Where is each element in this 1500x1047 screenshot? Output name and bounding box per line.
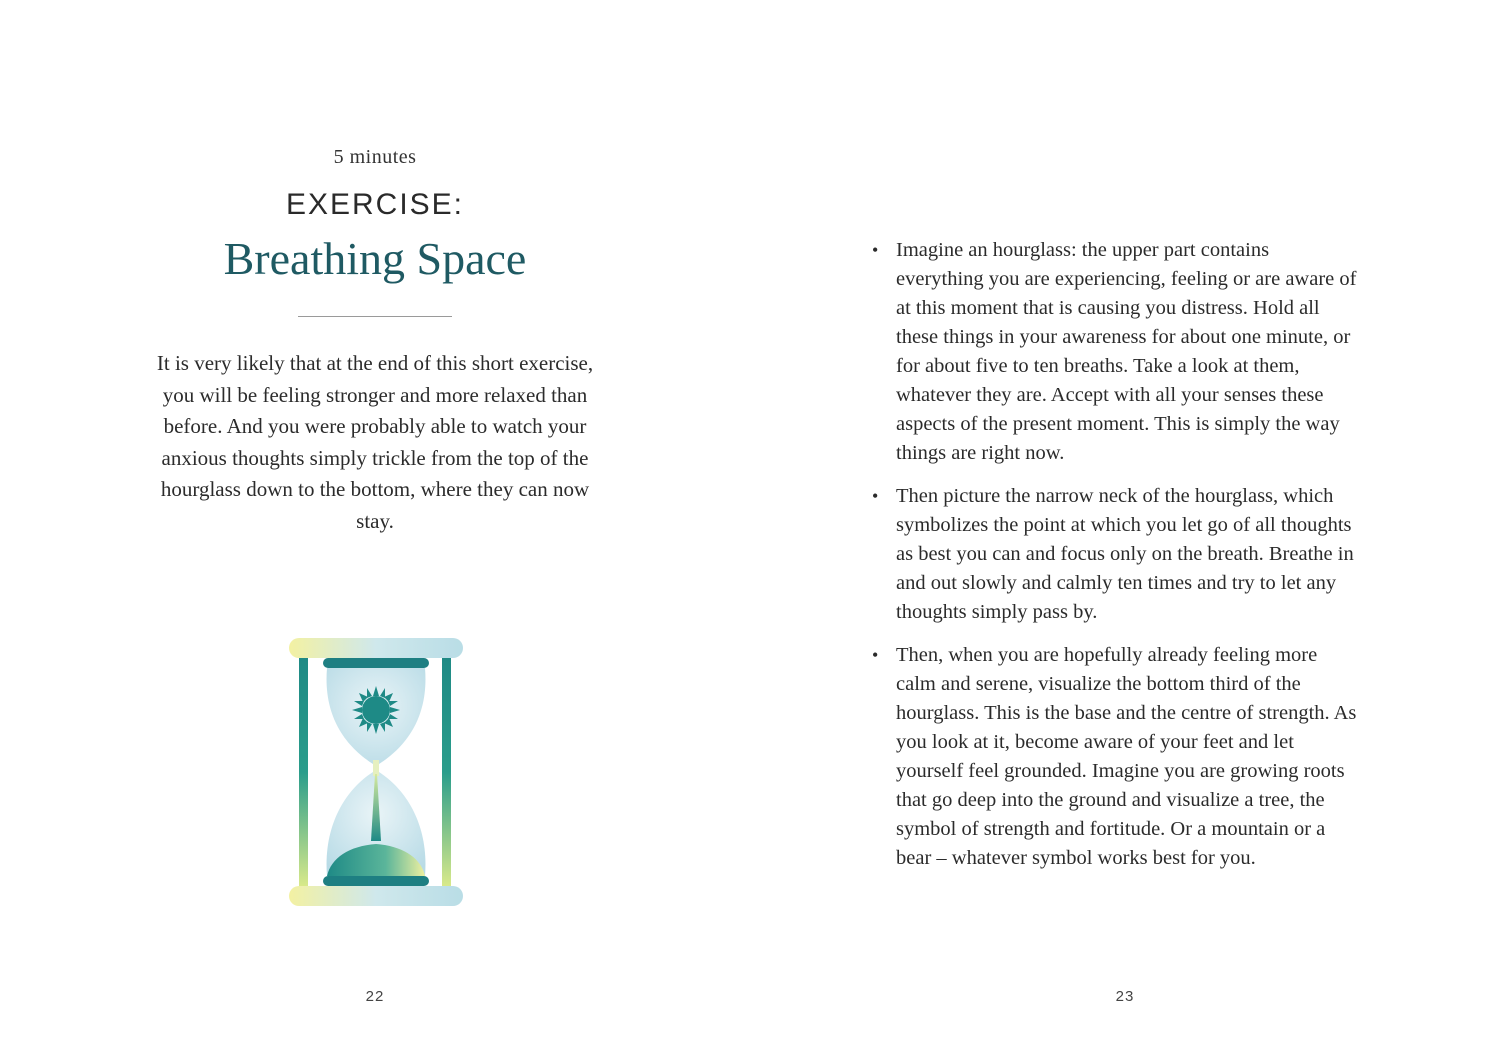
right-page: [750, 0, 1500, 1047]
bullet-icon: •: [872, 645, 879, 665]
bullet-icon: •: [872, 486, 879, 506]
page-title: Breathing Space: [223, 233, 527, 284]
list-item-text: Then, when you are hopefully already feeling more calm and serene, visualize the bottom third of the hourglass. This is the base and the centre of strength. As you look at it, become aware of your feet and let yourself feel grounded. Imagine you are growing roots that go deep into the ground and visualize a tree, the symbol of strength and fortitude. Or a mountain or a bear – whatever symbol works best for you.: [896, 644, 1357, 869]
intro-paragraph: It is very likely that at the end of this short exercise, you will be feeling stronger and more relaxed than before. And you were probably able to watch your anxious thoughts simply trickle from the top of the hourglass down to the bottom, where they can now stay.: [156, 351, 594, 533]
list-item-text: Imagine an hourglass: the upper part contains everything you are experiencing, feeling or are aware of at this moment that is causing you distress. Hold all these things in your awareness for about one minute, or for about five to ten breaths. Take a look at them, whatever they are. Accept with all your senses these aspects of the present moment. This is simply the way things are right now.: [896, 239, 1357, 464]
bullet-icon: •: [872, 240, 879, 260]
instruction-list: [868, 236, 1358, 887]
list-item: [868, 482, 1358, 627]
page-number-right: 23: [1115, 988, 1135, 1005]
title-divider: [298, 316, 452, 317]
hourglass-icon: [287, 636, 465, 908]
page-number-left: 22: [365, 988, 385, 1005]
list-item-text: Then picture the narrow neck of the hourglass, which symbolizes the point at which you let go of all thoughts as best you can and focus only on the breath. Breathe in and out slowly and calmly ten times and try to let any thoughts simply pass by.: [896, 485, 1354, 623]
exercise-duration: 5 minutes: [333, 146, 417, 168]
exercise-label: EXERCISE:: [285, 188, 465, 221]
list-item: [868, 641, 1358, 873]
list-item: [868, 236, 1358, 468]
